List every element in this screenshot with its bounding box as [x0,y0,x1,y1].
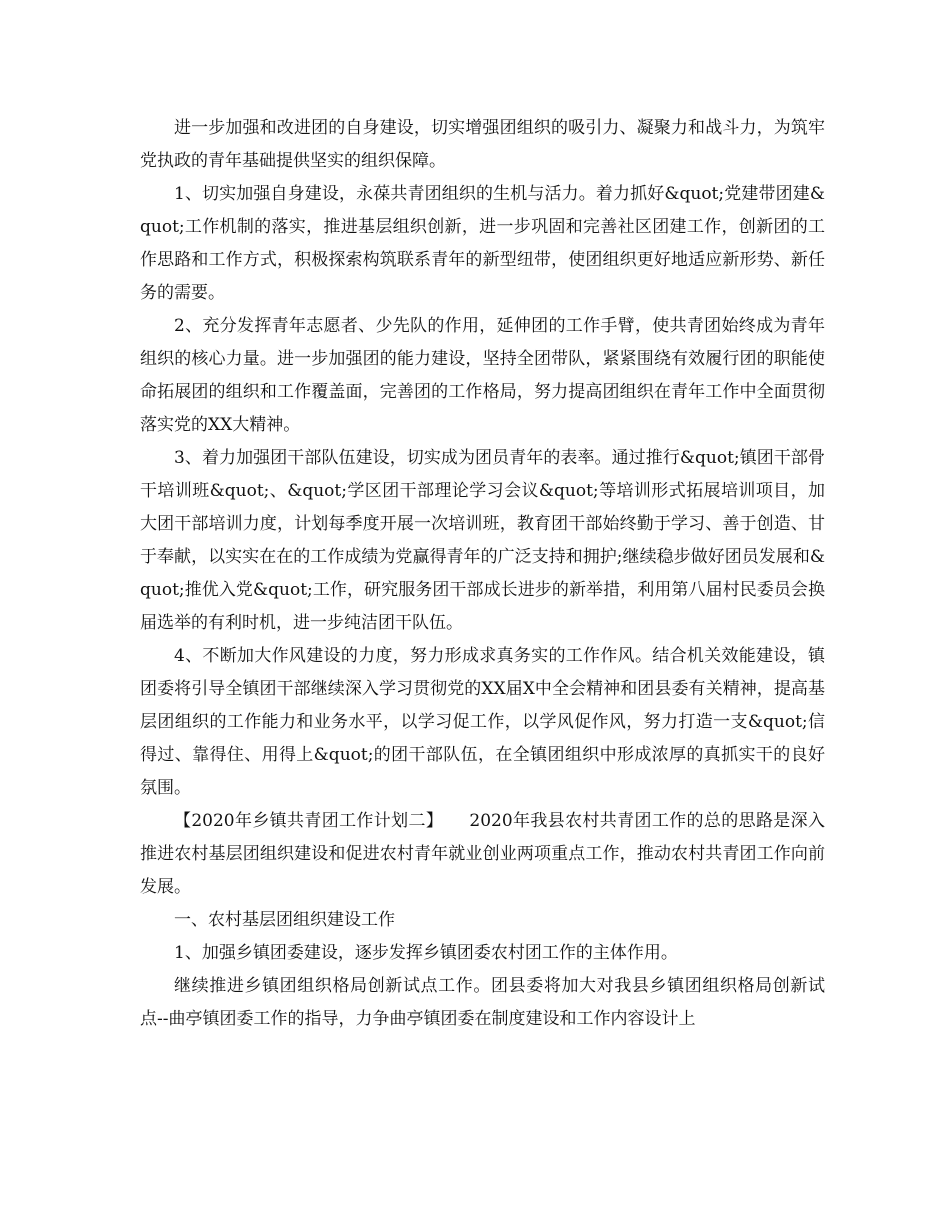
paragraph-item-4: 4、不断加大作风建设的力度，努力形成求真务实的工作作风。结合机关效能建设，镇团委将引导全镇团干部继续深入学习贯彻党的XX届X中全会精神和团县委有关精神，提高基层团组织的工作能力和业务水平，以学习促工作，以学风促作风，努力打造一支&quot;信得过、靠得住、用得上&quot;的团干部队伍，在全镇团组织中形成浓厚的真抓实干的良好氛围。 [140,646,825,798]
paragraph-subitem-1: 1、加强乡镇团委建设，逐步发挥乡镇团委农村团工作的主体作用。 [174,943,678,963]
paragraph-item-2: 2、充分发挥青年志愿者、少先队的作用，延伸团的工作手臂，使共青团始终成为青年组织的核心力量。进一步加强团的能力建设，坚持全团带队，紧紧围绕有效履行团的职能使命拓展团的组织和工作覆盖面，完善团的工作格局，努力提高团组织在青年工作中全面贯彻落实党的XX大精神。 [140,316,825,435]
paragraph-plan-two: 【2020年乡镇共青团工作计划二】 2020年我县农村共青团工作的总的思路是深入推进农村基层团组织建设和促进农村青年就业创业两项重点工作，推动农村共青团工作向前发展。 [140,811,825,897]
paragraph-item-3: 3、着力加强团干部队伍建设，切实成为团员青年的表率。通过推行&quot;镇团干部骨干培训班&quot;、&quot;学区团干部理论学习会议&quot;等培训形式拓展培训项目，加大团干部培训力度，计划每季度开展一次培训班，教育团干部始终勤于学习、善于创造、甘于奉献，以实实在在的工作成绩为党赢得青年的广泛支持和拥护;继续稳步做好团员发展和&quot;推优入党&quot;工作，研究服务团干部成长进步的新举措，利用第八届村民委员会换届选举的有利时机，进一步纯洁团干队伍。 [140,448,825,633]
section-heading-1: 一、农村基层团组织建设工作 [174,910,395,930]
paragraph-intro: 进一步加强和改进团的自身建设，切实增强团组织的吸引力、凝聚力和战斗力，为筑牢党执政的青年基础提供坚实的组织保障。 [140,118,825,171]
paragraph-item-1: 1、切实加强自身建设，永葆共青团组织的生机与活力。着力抓好&quot;党建带团建&quot;工作机制的落实，推进基层组织创新，进一步巩固和完善社区团建工作，创新团的工作思路和工作方式，积极探索构筑联系青年的新型纽带，使团组织更好地适应新形势、新任务的需要。 [140,184,825,303]
paragraph-continue: 继续推进乡镇团组织格局创新试点工作。团县委将加大对我县乡镇团组织格局创新试点--曲亭镇团委工作的指导，力争曲亭镇团委在制度建设和工作内容设计上 [140,976,825,1029]
document-body [140,112,825,1036]
